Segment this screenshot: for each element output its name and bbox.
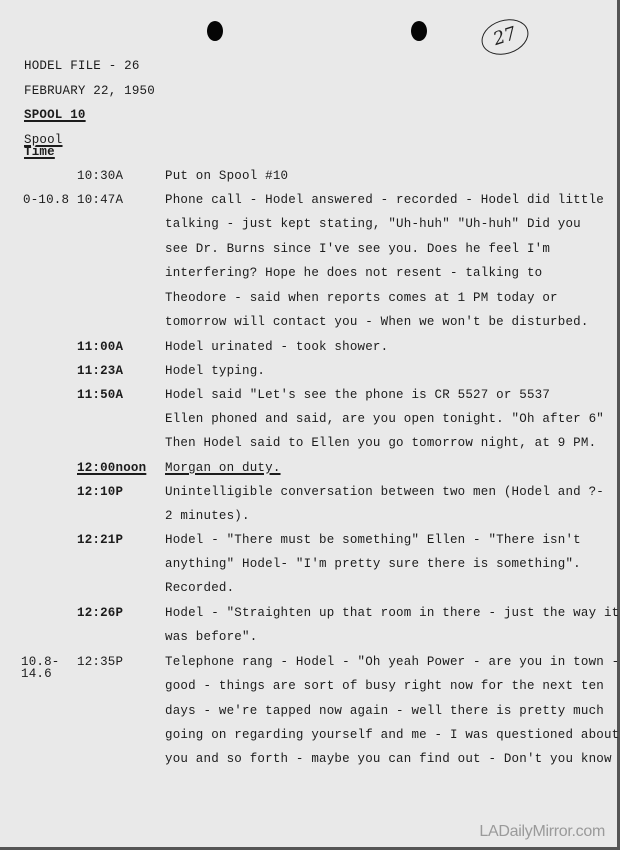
page-number: 27 xyxy=(477,13,533,60)
entry-text: Hodel typing. xyxy=(165,364,266,378)
entry-text: days - we're tapped now again - well there is pretty much xyxy=(165,704,604,718)
entry-text: Hodel said "Let's see the phone is CR 5527 or 5537 xyxy=(165,388,551,402)
watermark: LADailyMirror.com xyxy=(479,823,605,840)
punch-hole-icon xyxy=(411,21,427,41)
entry-spool: 14.6 xyxy=(21,667,52,681)
entry-text: Phone call - Hodel answered - recorded - Hodel did little xyxy=(165,193,604,207)
entry-time: 10:47A xyxy=(77,193,124,207)
entry-text: going on regarding yourself and me - I was questioned about xyxy=(165,728,620,742)
entry-text: Hodel - "Straighten up that room in there - just the way it xyxy=(165,606,620,620)
entry-time: 12:00noon xyxy=(77,461,147,475)
entry-text: Telephone rang - Hodel - "Oh yeah Power - are you in town - xyxy=(165,655,620,669)
entry-text: Then Hodel said to Ellen you go tomorrow night, at 9 PM. xyxy=(165,436,597,450)
column-label-spool: Spool xyxy=(24,133,63,147)
entry-time: 12:10P xyxy=(77,485,124,499)
entry-text: 2 minutes). xyxy=(165,509,250,523)
entry-text: Unintelligible conversation between two men (Hodel and ?- xyxy=(165,485,604,499)
entry-text: Recorded. xyxy=(165,581,235,595)
file-title: HODEL FILE - 26 xyxy=(24,59,140,73)
column-label-time: Time xyxy=(24,145,55,159)
entry-time: 12:21P xyxy=(77,533,124,547)
entry-text: tomorrow will contact you - When we won't be disturbed. xyxy=(165,315,589,329)
entry-text: Theodore - said when reports comes at 1 PM today or xyxy=(165,291,558,305)
entry-time: 11:50A xyxy=(77,388,124,402)
entry-text: was before". xyxy=(165,630,258,644)
entry-text: interfering? Hope he does not resent - talking to xyxy=(165,266,543,280)
spool-heading: SPOOL 10 xyxy=(24,108,86,122)
entry-spool: 10.8- xyxy=(21,655,60,669)
entry-text: Hodel - "There must be something" Ellen - "There isn't xyxy=(165,533,581,547)
entry-text: Morgan on duty. xyxy=(165,461,281,475)
entry-text: Hodel urinated - took shower. xyxy=(165,340,389,354)
entry-text: you and so forth - maybe you can find out - Don't you know xyxy=(165,752,612,766)
entry-time: 10:30A xyxy=(77,169,124,183)
entry-time: 12:35P xyxy=(77,655,124,669)
entry-time: 11:23A xyxy=(77,364,124,378)
entry-time: 11:00A xyxy=(77,340,124,354)
entry-time: 12:26P xyxy=(77,606,124,620)
entry-text: Put on Spool #10 xyxy=(165,169,289,183)
entry-spool: 0-10.8 xyxy=(23,193,70,207)
entry-text: anything" Hodel- "I'm pretty sure there is something". xyxy=(165,557,581,571)
entry-text: Ellen phoned and said, are you open tonight. "Oh after 6" xyxy=(165,412,604,426)
entry-text: see Dr. Burns since I've see you. Does he feel I'm xyxy=(165,242,551,256)
document-date: FEBRUARY 22, 1950 xyxy=(24,84,155,98)
entry-text: good - things are sort of busy right now for the next ten xyxy=(165,679,604,693)
entry-text: talking - just kept stating, "Uh-huh" "Uh-huh" Did you xyxy=(165,217,581,231)
punch-hole-icon xyxy=(207,21,223,41)
